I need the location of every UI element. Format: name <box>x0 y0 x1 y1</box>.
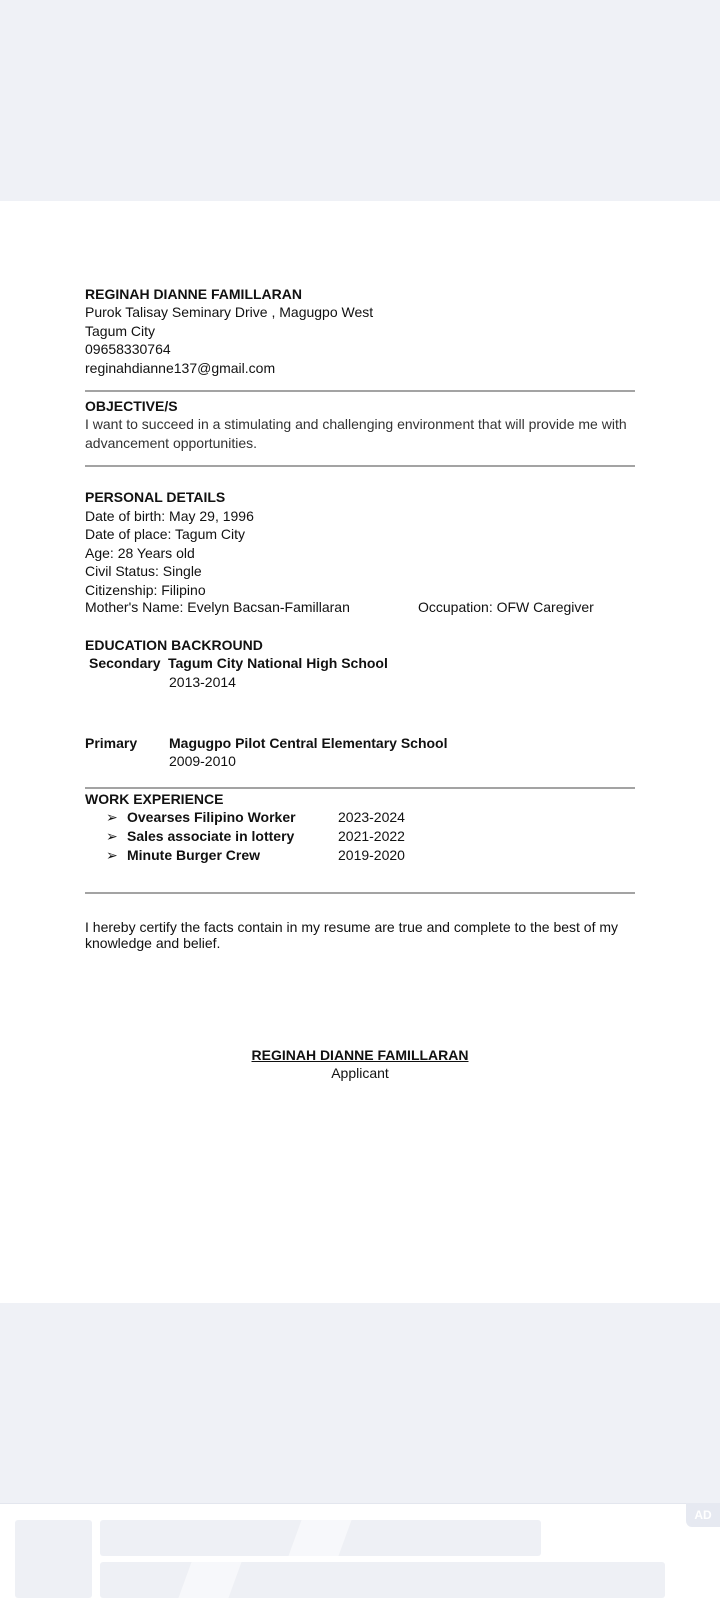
signature-role: Applicant <box>331 1065 389 1081</box>
objective-heading: OBJECTIVE/S <box>85 398 178 414</box>
date-of-birth: Date of birth: May 29, 1996 <box>85 508 254 524</box>
address-line-1: Purok Talisay Seminary Drive , Magugpo West <box>85 304 374 320</box>
bullet-icon: ➢ <box>106 828 118 844</box>
work-item-years: 2023-2024 <box>338 809 405 825</box>
certification-text-1: I hereby certify the facts contain in my resume are true and complete to the best of my <box>85 919 619 935</box>
signature-name: REGINAH DIANNE FAMILLARAN <box>251 1047 469 1063</box>
divider <box>85 892 635 894</box>
objective-text-1: I want to succeed in a stimulating and challenging environment that will provide me with <box>85 416 627 432</box>
work-item-years: 2021-2022 <box>338 828 405 844</box>
ad-text-placeholder <box>100 1562 665 1598</box>
primary-label: Primary <box>85 735 138 751</box>
certification-text-2: knowledge and belief. <box>85 935 221 951</box>
mothers-name: Mother's Name: Evelyn Bacsan-Famillaran <box>85 599 350 615</box>
work-item-years: 2019-2020 <box>338 847 405 863</box>
work-item-title: Minute Burger Crew <box>127 847 261 863</box>
bullet-icon: ➢ <box>106 847 118 863</box>
mothers-occupation: Occupation: OFW Caregiver <box>418 599 594 615</box>
applicant-name: REGINAH DIANNE FAMILLARAN <box>85 286 302 302</box>
ad-image-placeholder <box>15 1520 92 1598</box>
citizenship: Citizenship: Filipino <box>85 582 206 598</box>
divider <box>85 787 635 789</box>
primary-school: Magugpo Pilot Central Elementary School <box>169 735 448 751</box>
work-experience-heading: WORK EXPERIENCE <box>85 791 224 807</box>
work-item-title: Ovearses Filipino Worker <box>127 809 296 825</box>
secondary-year: 2013-2014 <box>169 674 236 690</box>
age: Age: 28 Years old <box>85 545 195 561</box>
secondary-label: Secondary <box>89 655 161 671</box>
signature-block <box>85 1046 635 1065</box>
objective-text-2: advancement opportunities. <box>85 435 257 451</box>
civil-status: Civil Status: Single <box>85 563 202 579</box>
personal-details-heading: PERSONAL DETAILS <box>85 489 226 505</box>
education-heading: EDUCATION BACKROUND <box>85 637 263 653</box>
ad-badge: AD <box>686 1503 720 1527</box>
work-item-title: Sales associate in lottery <box>127 828 295 844</box>
address-line-2: Tagum City <box>85 323 156 339</box>
place-of-birth: Date of place: Tagum City <box>85 526 246 542</box>
divider <box>85 465 635 467</box>
email-address: reginahdianne137@gmail.com <box>85 360 276 376</box>
divider <box>85 390 635 392</box>
bullet-icon: ➢ <box>106 809 118 825</box>
primary-year: 2009-2010 <box>169 753 236 769</box>
phone-number: 09658330764 <box>85 341 171 357</box>
ad-title-placeholder <box>100 1520 541 1556</box>
secondary-school: Tagum City National High School <box>168 655 388 671</box>
ad-banner[interactable] <box>0 1503 720 1613</box>
